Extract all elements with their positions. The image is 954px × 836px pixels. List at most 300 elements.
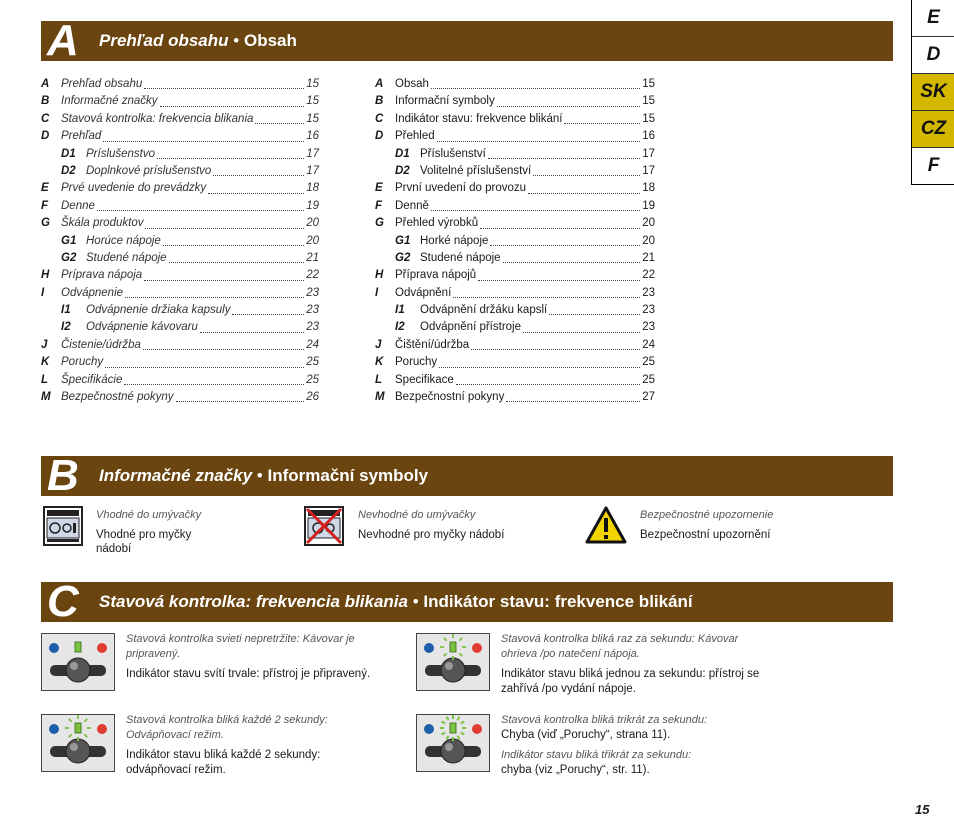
toc-label: Čištění/údržba xyxy=(395,338,470,351)
toc-leader-dots xyxy=(478,267,640,280)
toc-leader-dots xyxy=(523,319,640,332)
toc-key: A xyxy=(375,78,384,90)
toc-key: I xyxy=(375,286,379,299)
toc-leader-dots xyxy=(145,215,304,228)
green-led-icon xyxy=(75,642,81,652)
toc-label: Volitelné příslušenství xyxy=(420,164,532,177)
toc-page: 18 xyxy=(642,182,655,195)
toc-key: L xyxy=(375,373,383,386)
toc-key: I2 xyxy=(395,321,405,334)
toc-page: 15 xyxy=(306,95,319,108)
symbol-text-sk: Nevhodné do umývačky xyxy=(358,509,476,521)
toc-label: Informační symboly xyxy=(395,95,495,108)
status-text-cz-2: chyba (viz „Poruchy“, str. 11). xyxy=(501,763,650,776)
toc-entry[interactable] xyxy=(375,267,655,284)
toc-leader-dots xyxy=(528,180,640,193)
knob-icon xyxy=(66,658,90,682)
toc-label: Odvápnenie kávovaru xyxy=(86,321,198,334)
toc-entry[interactable] xyxy=(41,319,319,336)
section-c-header xyxy=(41,577,893,626)
toc-leader-dots xyxy=(506,389,640,402)
toc-leader-dots xyxy=(200,319,304,332)
toc-label-line xyxy=(395,267,655,284)
toc-label: Čistenie/údržba xyxy=(61,338,141,351)
toc-label: Prehľad xyxy=(61,130,102,143)
toc-leader-dots xyxy=(103,128,304,141)
toc-leader-dots xyxy=(503,250,641,263)
toc-label: Poruchy xyxy=(395,356,438,369)
toc-page: 20 xyxy=(642,234,655,247)
symbol-not-dishwasher-safe xyxy=(358,508,504,542)
section-title-sk: Informačné značky xyxy=(99,466,253,485)
toc-label-line xyxy=(395,389,655,406)
toc-key: H xyxy=(41,269,50,282)
toc-page: 17 xyxy=(306,147,319,160)
toc-label-line xyxy=(61,93,319,110)
toc-entry[interactable] xyxy=(41,146,319,163)
toc-entry[interactable] xyxy=(375,128,655,145)
toc-label-line xyxy=(395,76,655,93)
page-number: 15 xyxy=(915,802,930,817)
toc-key: B xyxy=(41,95,50,108)
toc-label: Bezpečnostné pokyny xyxy=(61,391,174,404)
toc-page: 20 xyxy=(306,234,319,247)
toc-entry[interactable] xyxy=(375,389,655,406)
toc-page: 25 xyxy=(306,356,319,369)
section-letter: C xyxy=(47,577,79,626)
blue-led-icon xyxy=(424,724,434,734)
toc-leader-dots xyxy=(437,128,641,141)
toc-key: D xyxy=(375,130,384,143)
toc-label: Odvápnění xyxy=(395,286,452,299)
toc-entry[interactable] xyxy=(41,285,319,302)
section-letter: A xyxy=(47,16,79,65)
toc-entry[interactable] xyxy=(375,302,655,319)
toc-key: I1 xyxy=(395,304,405,317)
section-title-cz: Obsah xyxy=(243,31,297,50)
status-led-thrice-icon xyxy=(416,714,490,772)
toc-page: 25 xyxy=(642,356,655,369)
dishwasher-safe-icon xyxy=(43,506,83,546)
toc-page: 27 xyxy=(642,391,655,404)
toc-key: F xyxy=(375,199,383,212)
toc-page: 24 xyxy=(306,338,319,351)
toc-page: 16 xyxy=(306,130,319,143)
toc-key: I xyxy=(41,286,45,299)
toc-page: 21 xyxy=(306,251,319,264)
symbol-text-cz: Bezpečnostní upozornění xyxy=(640,529,771,541)
toc-leader-dots xyxy=(143,337,304,350)
red-led-icon xyxy=(472,643,482,653)
not-dishwasher-safe-icon xyxy=(304,506,344,546)
toc-key: M xyxy=(41,391,51,404)
status-text-cz: Chyba (viď „Poruchy“, strana 11). xyxy=(501,728,671,741)
toc-leader-dots xyxy=(163,233,304,246)
toc-label: Příslušenství xyxy=(420,147,486,160)
toc-label-line xyxy=(86,250,319,267)
toc-entry[interactable] xyxy=(375,354,655,371)
toc-label-line xyxy=(395,198,655,215)
status-text-sk-2: Indikátor stavu bliká třikrát za sekundu: xyxy=(501,749,692,761)
section-title xyxy=(99,466,428,486)
toc-page: 23 xyxy=(642,321,655,334)
toc-leader-dots xyxy=(105,354,304,367)
toc-leader-dots xyxy=(160,93,305,106)
toc-label-line xyxy=(420,233,655,250)
red-led-icon xyxy=(97,724,107,734)
toc-key: E xyxy=(41,182,49,195)
toc-label-line xyxy=(395,372,655,389)
toc-key: M xyxy=(375,391,385,404)
toc-leader-dots xyxy=(125,285,304,298)
toc-label: Špecifikácie xyxy=(61,373,123,386)
lang-tab-f[interactable]: F xyxy=(912,147,954,184)
toc-label: Studené nápoje xyxy=(420,251,501,264)
toc-entry[interactable] xyxy=(375,93,655,110)
toc-label-line xyxy=(61,285,319,302)
toc-page: 21 xyxy=(642,251,655,264)
symbol-text-sk: Bezpečnostné upozornenie xyxy=(640,509,774,521)
section-b-header xyxy=(41,451,893,500)
lang-tab-cz[interactable]: CZ xyxy=(912,110,954,147)
toc-label: Odvápnenie xyxy=(61,286,124,299)
blue-led-icon xyxy=(49,724,59,734)
toc-page: 15 xyxy=(306,112,319,125)
status-text-sk: Stavová kontrolka svieti nepretržite: Kávovar je pripravený. xyxy=(126,633,355,660)
toc-label: Indikátor stavu: frekvence blikání xyxy=(395,112,563,125)
status-text-sk: Stavová kontrolka bliká raz za sekundu: Kávovar ohrieva /po natečení nápoja. xyxy=(501,633,739,660)
symbol-warning xyxy=(640,508,773,542)
toc-label-line xyxy=(395,337,655,354)
toc-label-line xyxy=(395,93,655,110)
toc-label: Bezpečnostní pokyny xyxy=(395,391,505,404)
toc-page: 23 xyxy=(306,286,319,299)
toc-entry[interactable] xyxy=(41,302,319,319)
section-title-sk: Prehľad obsahu xyxy=(99,31,229,50)
lang-tab-d[interactable]: D xyxy=(912,36,954,73)
toc-label-line xyxy=(86,233,319,250)
toc-leader-dots xyxy=(533,163,640,176)
toc-label: Obsah xyxy=(395,78,429,90)
toc-entry[interactable] xyxy=(375,285,655,302)
toc-leader-dots xyxy=(490,233,640,246)
toc-key: G2 xyxy=(395,251,411,264)
toc-key: J xyxy=(41,338,48,351)
lang-tab-e[interactable]: E xyxy=(927,7,940,28)
toc-key: L xyxy=(41,373,49,386)
green-led-icon xyxy=(450,723,456,733)
toc-label-line xyxy=(61,198,319,215)
warning-icon xyxy=(585,506,627,544)
toc-leader-dots xyxy=(124,372,304,385)
toc-leader-dots xyxy=(549,302,640,315)
knob-highlight-icon xyxy=(445,662,453,670)
toc-entry[interactable] xyxy=(41,128,319,145)
toc-label: Příprava nápojů xyxy=(395,269,477,282)
toc-key: F xyxy=(41,199,49,212)
toc-page: 16 xyxy=(642,130,655,143)
toc-page: 15 xyxy=(642,95,655,108)
toc-page: 25 xyxy=(642,373,655,386)
toc-key: G1 xyxy=(395,234,411,247)
toc-label-line xyxy=(395,215,655,232)
toc-leader-dots xyxy=(488,146,640,159)
toc-leader-dots xyxy=(208,180,304,193)
toc-entry[interactable] xyxy=(41,76,319,93)
toc-leader-dots xyxy=(144,267,304,280)
status-text-sk: Stavová kontrolka bliká trikrát za sekundu: xyxy=(501,714,708,726)
section-title-cz: Indikátor stavu: frekvence blikání xyxy=(423,592,693,611)
toc-czech xyxy=(375,76,655,406)
section-separator: • xyxy=(412,592,419,611)
toc-label: Prvé uvedenie do prevádzky xyxy=(61,182,207,195)
status-text-cz: Indikátor stavu svítí trvale: přístroj je připravený. xyxy=(126,668,371,680)
symbol-text-sk: Vhodné do umývačky xyxy=(96,509,202,521)
toc-entry[interactable] xyxy=(375,146,655,163)
toc-label: Odvápnenie držiaka kapsuly xyxy=(86,304,231,317)
toc-label-line xyxy=(61,354,319,371)
blue-led-icon xyxy=(424,643,434,653)
toc-key: D xyxy=(41,130,50,143)
toc-key: D1 xyxy=(61,147,76,160)
toc-label: Škála produktov xyxy=(61,217,144,230)
status-led-once-icon xyxy=(416,633,490,691)
section-title-cz: Informační symboly xyxy=(267,466,429,485)
status-once-per-second xyxy=(501,632,761,696)
section-a-header xyxy=(41,16,893,65)
toc-leader-dots xyxy=(157,146,304,159)
toc-entry[interactable] xyxy=(41,180,319,197)
toc-entry[interactable] xyxy=(41,93,319,110)
toc-entry[interactable] xyxy=(375,215,655,232)
toc-page: 23 xyxy=(642,286,655,299)
toc-label-line xyxy=(420,302,655,319)
toc-entry[interactable] xyxy=(41,198,319,215)
toc-key: I2 xyxy=(61,321,71,334)
toc-page: 18 xyxy=(306,182,319,195)
symbol-text-cz: Nevhodné pro myčky nádobí xyxy=(358,529,505,541)
status-text-cz: Indikátor stavu bliká každé 2 sekundy: odvápňovací režim. xyxy=(126,749,321,776)
toc-label: První uvedení do provozu xyxy=(395,182,527,195)
toc-key: K xyxy=(41,356,50,369)
knob-highlight-icon xyxy=(70,662,78,670)
status-led-steady-icon xyxy=(41,633,115,691)
toc-page: 22 xyxy=(642,269,655,282)
toc-label-line xyxy=(86,319,319,336)
section-separator: • xyxy=(233,31,240,50)
toc-key: G xyxy=(375,217,384,230)
toc-page: 25 xyxy=(306,373,319,386)
toc-entry[interactable] xyxy=(375,180,655,197)
status-three-per-second xyxy=(501,713,771,777)
section-separator: • xyxy=(256,466,263,485)
status-every-2s xyxy=(126,713,376,777)
lang-tab-sk[interactable]: SK xyxy=(912,73,954,110)
toc-entry[interactable] xyxy=(41,389,319,406)
toc-label-line xyxy=(61,389,319,406)
toc-key: E xyxy=(375,182,383,195)
knob-highlight-icon xyxy=(70,743,78,751)
toc-label-line xyxy=(61,372,319,389)
language-tabs xyxy=(911,0,954,185)
toc-page: 20 xyxy=(306,217,319,230)
symbol-text-cz: Vhodné pro myčky nádobí xyxy=(96,529,192,555)
toc-page: 15 xyxy=(642,112,655,125)
toc-slovak xyxy=(41,76,319,406)
green-led-icon xyxy=(450,642,456,652)
toc-leader-dots xyxy=(431,198,640,211)
toc-entry[interactable] xyxy=(41,267,319,284)
toc-label-line xyxy=(395,285,655,302)
toc-label-line xyxy=(420,250,655,267)
toc-label-line xyxy=(86,163,319,180)
toc-key: K xyxy=(375,356,384,369)
toc-entry[interactable] xyxy=(41,250,319,267)
toc-page: 23 xyxy=(306,321,319,334)
toc-key: C xyxy=(375,112,384,125)
toc-label-line xyxy=(61,215,319,232)
status-text-sk: Stavová kontrolka bliká každé 2 sekundy: Odvápňovací režim. xyxy=(126,714,328,741)
toc-entry[interactable] xyxy=(375,163,655,180)
toc-leader-dots xyxy=(564,111,640,124)
toc-leader-dots xyxy=(431,76,640,89)
toc-leader-dots xyxy=(453,285,640,298)
status-steady xyxy=(126,632,376,682)
knob-icon xyxy=(441,739,465,763)
toc-label-line xyxy=(61,128,319,145)
toc-page: 15 xyxy=(642,78,655,90)
toc-page: 20 xyxy=(642,217,655,230)
toc-leader-dots xyxy=(97,198,304,211)
toc-leader-dots xyxy=(439,354,640,367)
toc-entry[interactable] xyxy=(41,111,319,128)
toc-label-line xyxy=(86,146,319,163)
toc-leader-dots xyxy=(480,215,640,228)
toc-label-line xyxy=(61,180,319,197)
toc-key: I1 xyxy=(61,304,71,317)
toc-page: 26 xyxy=(306,391,319,404)
toc-label-line xyxy=(420,146,655,163)
toc-entry[interactable] xyxy=(375,233,655,250)
toc-label: Informačné značky xyxy=(61,95,158,108)
toc-entry[interactable] xyxy=(41,337,319,354)
toc-page: 17 xyxy=(306,164,319,177)
toc-label-line xyxy=(420,319,655,336)
toc-key: A xyxy=(41,78,50,90)
toc-key: H xyxy=(375,269,384,282)
toc-label: Poruchy xyxy=(61,356,104,369)
toc-key: C xyxy=(41,112,50,125)
toc-label: Specifikace xyxy=(395,373,454,386)
toc-leader-dots xyxy=(471,337,640,350)
toc-entry[interactable] xyxy=(41,372,319,389)
section-title xyxy=(99,31,297,51)
status-text-cz: Indikátor stavu bliká jednou za sekundu: přístroj se zahřívá /po vydání nápoje. xyxy=(501,668,760,695)
toc-leader-dots xyxy=(232,302,304,315)
toc-leader-dots xyxy=(176,389,305,402)
toc-leader-dots xyxy=(255,111,304,124)
toc-key: D1 xyxy=(395,147,410,160)
toc-leader-dots xyxy=(456,372,640,385)
toc-entry[interactable] xyxy=(41,163,319,180)
toc-label-line xyxy=(420,163,655,180)
toc-label-line xyxy=(395,128,655,145)
toc-entry[interactable] xyxy=(375,76,655,93)
toc-page: 19 xyxy=(642,199,655,212)
section-letter: B xyxy=(47,451,79,500)
symbol-dishwasher-safe xyxy=(96,508,216,556)
toc-entry[interactable] xyxy=(41,233,319,250)
toc-label-line xyxy=(86,302,319,319)
blue-led-icon xyxy=(49,643,59,653)
toc-leader-dots xyxy=(144,76,304,89)
toc-page: 17 xyxy=(642,164,655,177)
toc-entry[interactable] xyxy=(41,215,319,232)
toc-label: Přehled xyxy=(395,130,435,143)
toc-key: G1 xyxy=(61,234,77,247)
toc-label: Horúce nápoje xyxy=(86,234,161,247)
toc-key: G2 xyxy=(61,251,77,264)
toc-key: G xyxy=(41,217,50,230)
toc-entry[interactable] xyxy=(375,250,655,267)
toc-key: B xyxy=(375,95,384,108)
knob-icon xyxy=(441,658,465,682)
status-led-every2s-icon xyxy=(41,714,115,772)
section-title-sk: Stavová kontrolka: frekvencia blikania xyxy=(99,592,408,611)
toc-page: 23 xyxy=(306,304,319,317)
toc-entry[interactable] xyxy=(41,354,319,371)
red-led-icon xyxy=(472,724,482,734)
toc-page: 19 xyxy=(306,199,319,212)
toc-label: Doplnkové príslušenstvo xyxy=(86,164,212,177)
toc-label: Príprava nápoja xyxy=(61,269,143,282)
toc-label-line xyxy=(61,267,319,284)
red-led-icon xyxy=(97,643,107,653)
toc-key: J xyxy=(375,338,382,351)
toc-entry[interactable] xyxy=(375,372,655,389)
knob-highlight-icon xyxy=(445,743,453,751)
toc-page: 23 xyxy=(642,304,655,317)
toc-label: Odvápnění přístroje xyxy=(420,321,522,334)
toc-page: 24 xyxy=(642,338,655,351)
toc-label: Denne xyxy=(61,199,95,212)
toc-label-line xyxy=(395,180,655,197)
toc-key: D2 xyxy=(61,164,76,177)
toc-leader-dots xyxy=(213,163,304,176)
toc-label-line xyxy=(61,76,319,93)
toc-key: D2 xyxy=(395,164,410,177)
toc-entry[interactable] xyxy=(375,337,655,354)
toc-entry[interactable] xyxy=(375,198,655,215)
section-title xyxy=(99,592,693,612)
toc-label-line xyxy=(61,111,319,128)
toc-label-line xyxy=(61,337,319,354)
green-led-icon xyxy=(75,723,81,733)
toc-leader-dots xyxy=(497,93,641,106)
toc-label: Denně xyxy=(395,199,429,212)
toc-entry[interactable] xyxy=(375,319,655,336)
toc-label: Přehled výrobků xyxy=(395,217,479,230)
knob-icon xyxy=(66,739,90,763)
toc-page: 22 xyxy=(306,269,319,282)
toc-page: 17 xyxy=(642,147,655,160)
toc-label: Stavová kontrolka: frekvencia blikania xyxy=(61,112,254,125)
toc-label-line xyxy=(395,111,655,128)
toc-label: Studené nápoje xyxy=(86,251,167,264)
toc-label-line xyxy=(395,354,655,371)
toc-entry[interactable] xyxy=(375,111,655,128)
toc-label: Prehľad obsahu xyxy=(61,78,143,90)
